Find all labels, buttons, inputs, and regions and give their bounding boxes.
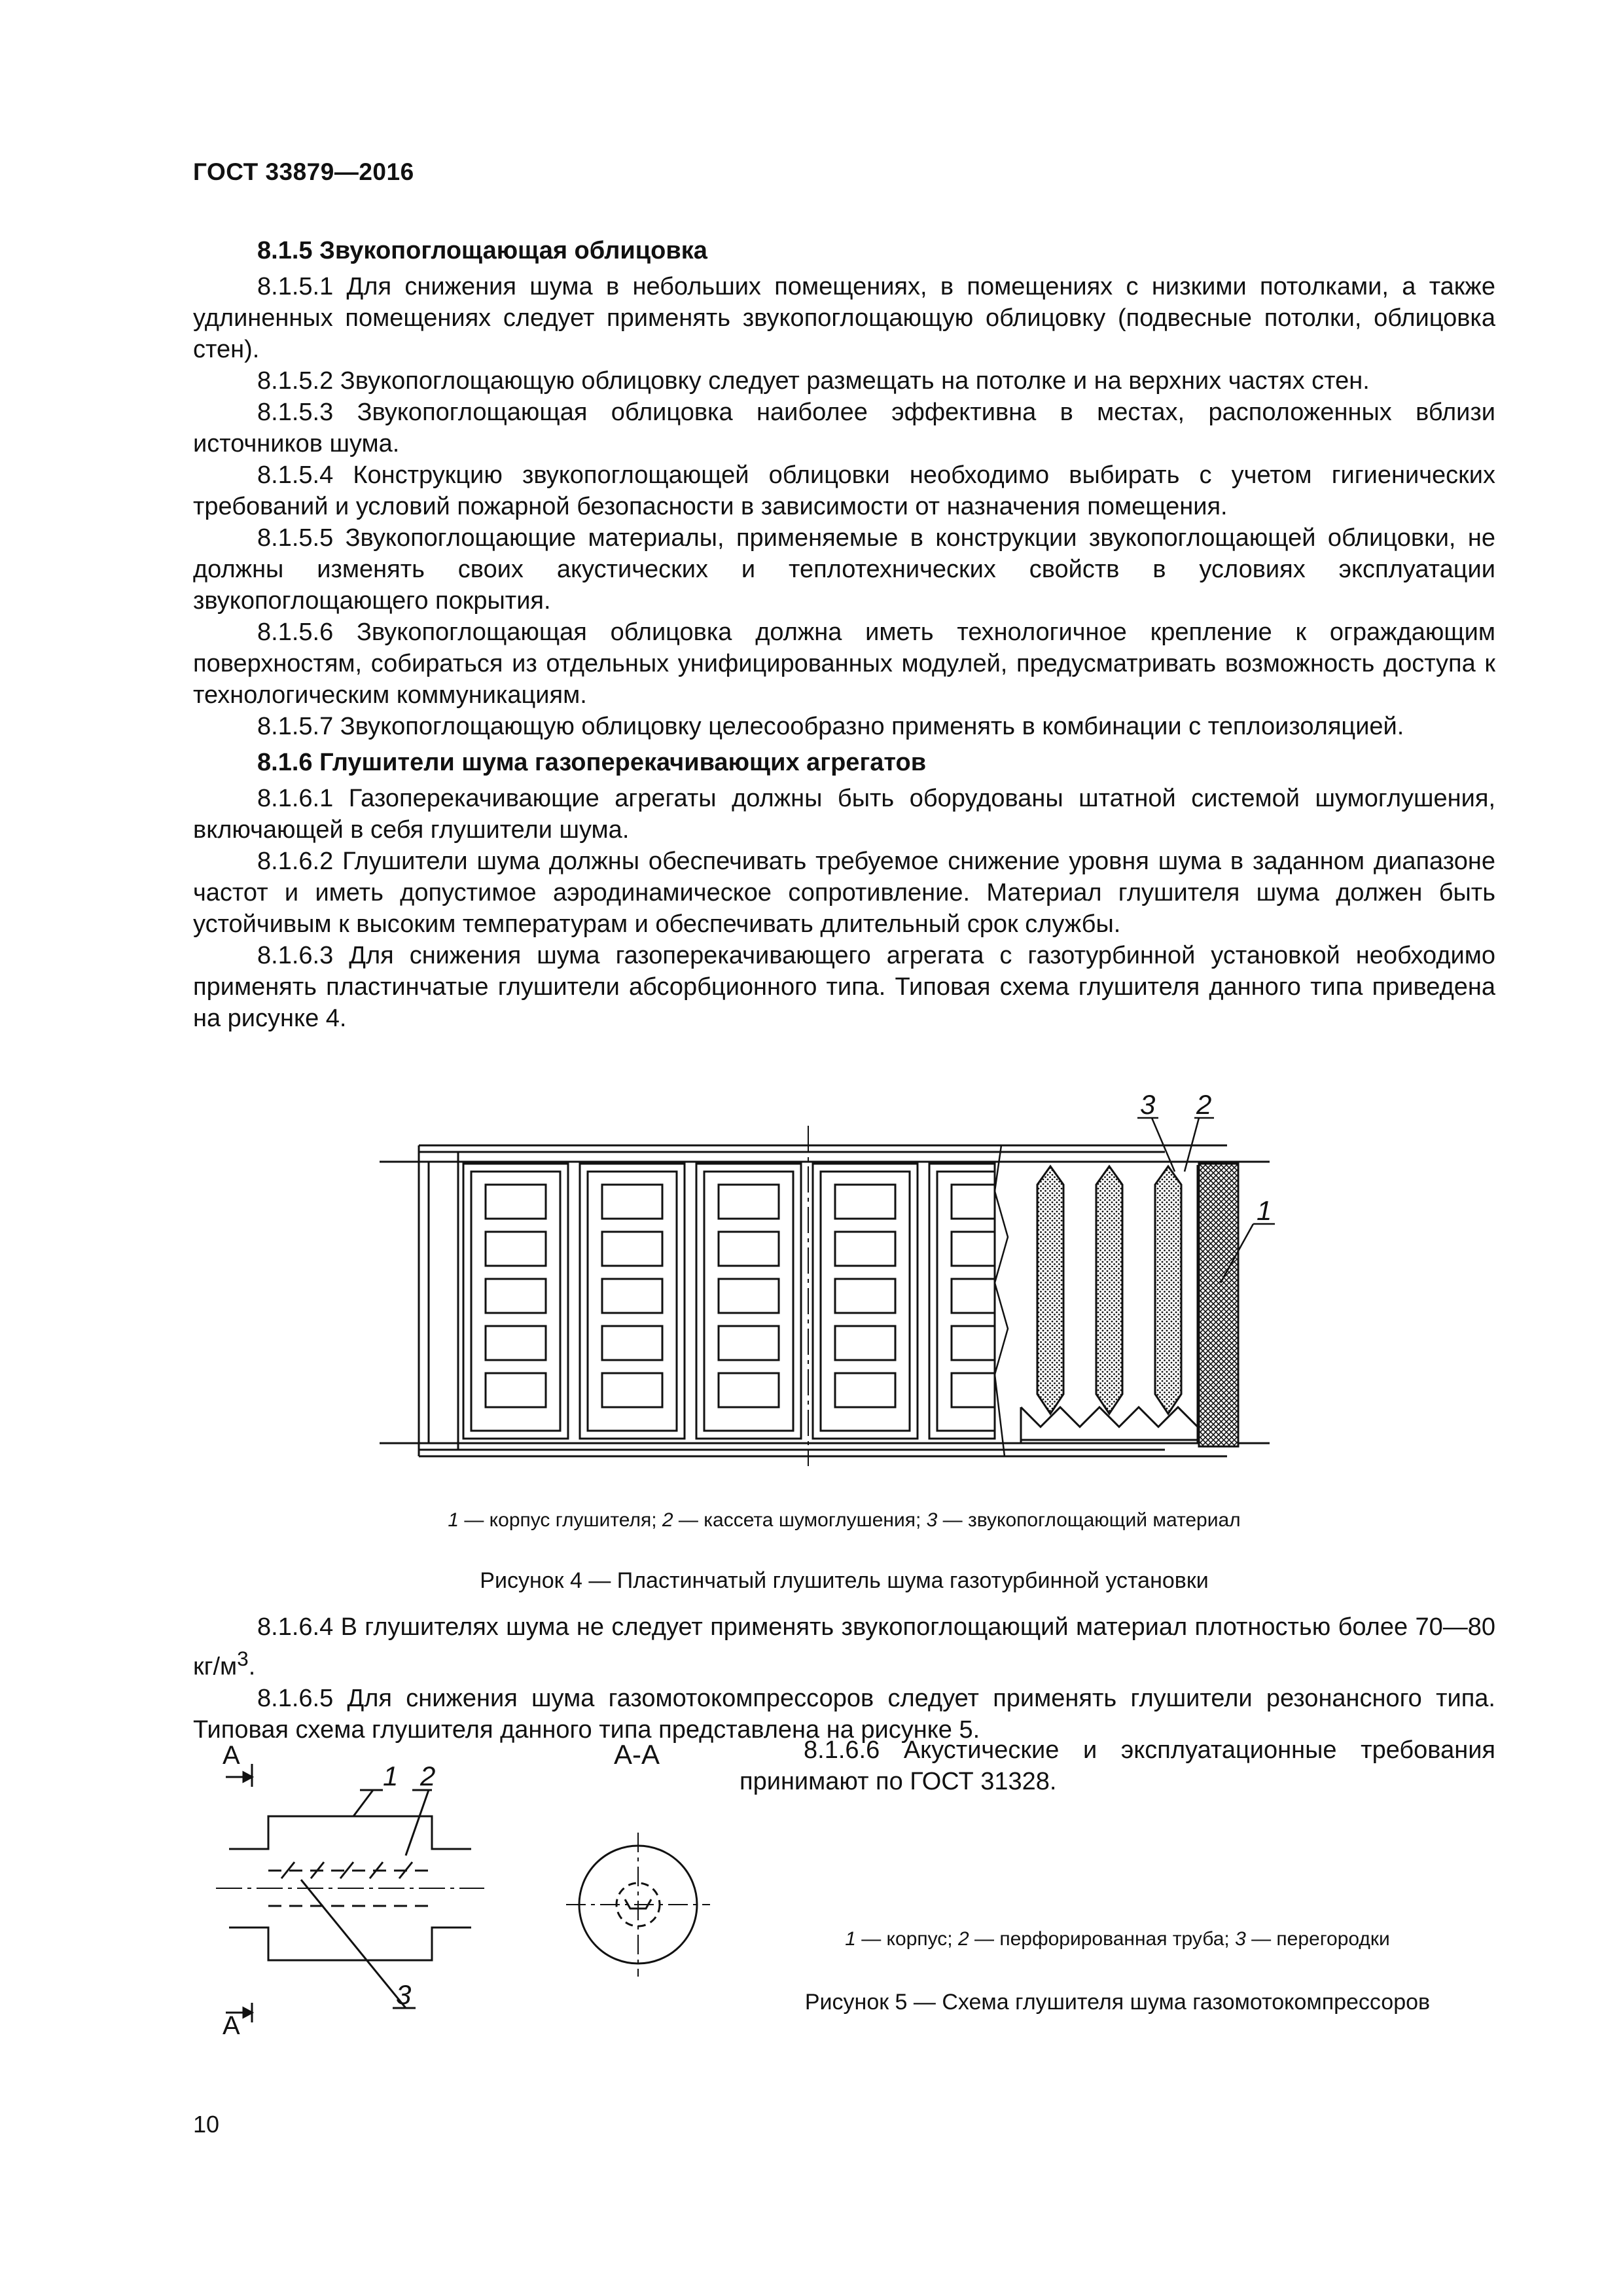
paragraph-8163: 8.1.6.3 Для снижения шума газоперекачивающего агрегата с газотурбинной установкой необходимо применять пластинчатые глушители абсорбционного типа. Типовая схема глушителя данного типа приведена на рисунке 4. [193,942,1495,1032]
figure4-legend: 1 — корпус глушителя; 2 — кассета шумоглушения; 3 — звукопоглощающий материал [448,1509,1241,1531]
figure4-title: Рисунок 4 — Пластинчатый глушитель шума газотурбинной установки [480,1568,1209,1593]
figure4-label-1: 1 [1257,1195,1272,1226]
paragraph-8161: 8.1.6.1 Газоперекачивающие агрегаты должны быть оборудованы штатной системой шумоглушения, включающей в себя глушители шума. [193,785,1495,844]
paragraph-8164: 8.1.6.4 В глушителях шума не следует применять звукопоглощающий материал плотностью более 70—80 $кг/м^3$. [193,1613,1495,1681]
main-text [193,230,1495,1034]
section-title-a-a: А-А [614,1739,660,1770]
figure4-label-2: 2 [1196,1089,1212,1120]
paragraph-8155: 8.1.5.5 Звукопоглощающие материалы, применяемые в конструкции звукопоглощающей облицовки, не должны изменять своих акустических и теплотехнических свойств в условиях эксплуатации звукопоглощающего покрытия. [193,524,1495,615]
paragraph-8157: 8.1.5.7 Звукопоглощающую облицовку целесообразно применять в комбинации с теплоизоляцией. [257,713,1404,740]
figure4-label-3: 3 [1140,1089,1156,1120]
paragraph-8154: 8.1.5.4 Конструкцию звукопоглощающей облицовки необходимо выбирать с учетом гигиенических требований и условий пожарной безопасности в зависимости от назначения помещения. [193,461,1495,520]
cutaway-cassettes [1021,1164,1238,1446]
figure5-legend: 1 — корпус; 2 — перфорированная труба; 3 — перегородки [845,1928,1390,1950]
figure5-title: Рисунок 5 — Схема глушителя шума газомотокомпрессоров [804,1990,1431,2015]
section-heading-816: 8.1.6 Глушители шума газоперекачивающих агрегатов [257,749,927,776]
figure5-label-1: 1 [383,1761,399,1791]
section-mark-a-bottom: А [223,2011,240,2036]
section-mark-a-top: А [223,1741,240,1770]
paragraph-8152: 8.1.5.2 Звукопоглощающую облицовку следует размещать на потолке и на верхних частях стен. [257,367,1370,395]
figure5-label-2: 2 [420,1761,436,1791]
section-heading-815: 8.1.5 Звукопоглощающая облицовка [257,237,707,264]
side-text [740,1734,1495,1797]
paragraph-8165: 8.1.6.5 Для снижения шума газомотокомпрессоров следует применять глушители резонансного типа. Типовая схема глушителя данного типа представлена на рисунке 5. [193,1684,1495,1744]
paragraph-8156: 8.1.5.6 Звукопоглощающая облицовка должна иметь технологичное крепление к ограждающим поверхностям, собираться из отдельных унифицированных модулей, предусматривать возможность доступа к технологическим коммуникациям. [193,619,1495,709]
text-after-figure4 [193,1611,1495,1746]
paragraph-8153: 8.1.5.3 Звукопоглощающая облицовка наиболее эффективна в местах, расположенных вблизи источников шума. [193,399,1495,457]
paragraph-8162: 8.1.6.2 Глушители шума должны обеспечивать требуемое снижение уровня шума в заданном диапазоне частот и иметь допустимое аэродинамическое сопротивление. Материал глушителя шума должен быть устойчивым к высоким температурам и обеспечивать длительный срок службы. [193,848,1495,938]
cassette-group-left [463,1164,995,1439]
page-number: 10 [193,2111,220,2138]
paragraph-8151: 8.1.5.1 Для снижения шума в небольших помещениях, в помещениях с низкими потолками, а также удлиненных помещениях следует применять звукопоглощающую облицовку (подвесные потолки, облицовка стен). [193,273,1495,363]
figure5-label-3: 3 [396,1979,412,2010]
paragraph-8166: 8.1.6.6 Акустические и эксплуатационные требования принимают по ГОСТ 31328. [740,1736,1495,1795]
figure-4-drawing [373,1086,1276,1466]
figure-5-drawing [196,1728,733,2036]
document-header: ГОСТ 33879—2016 [193,158,414,185]
